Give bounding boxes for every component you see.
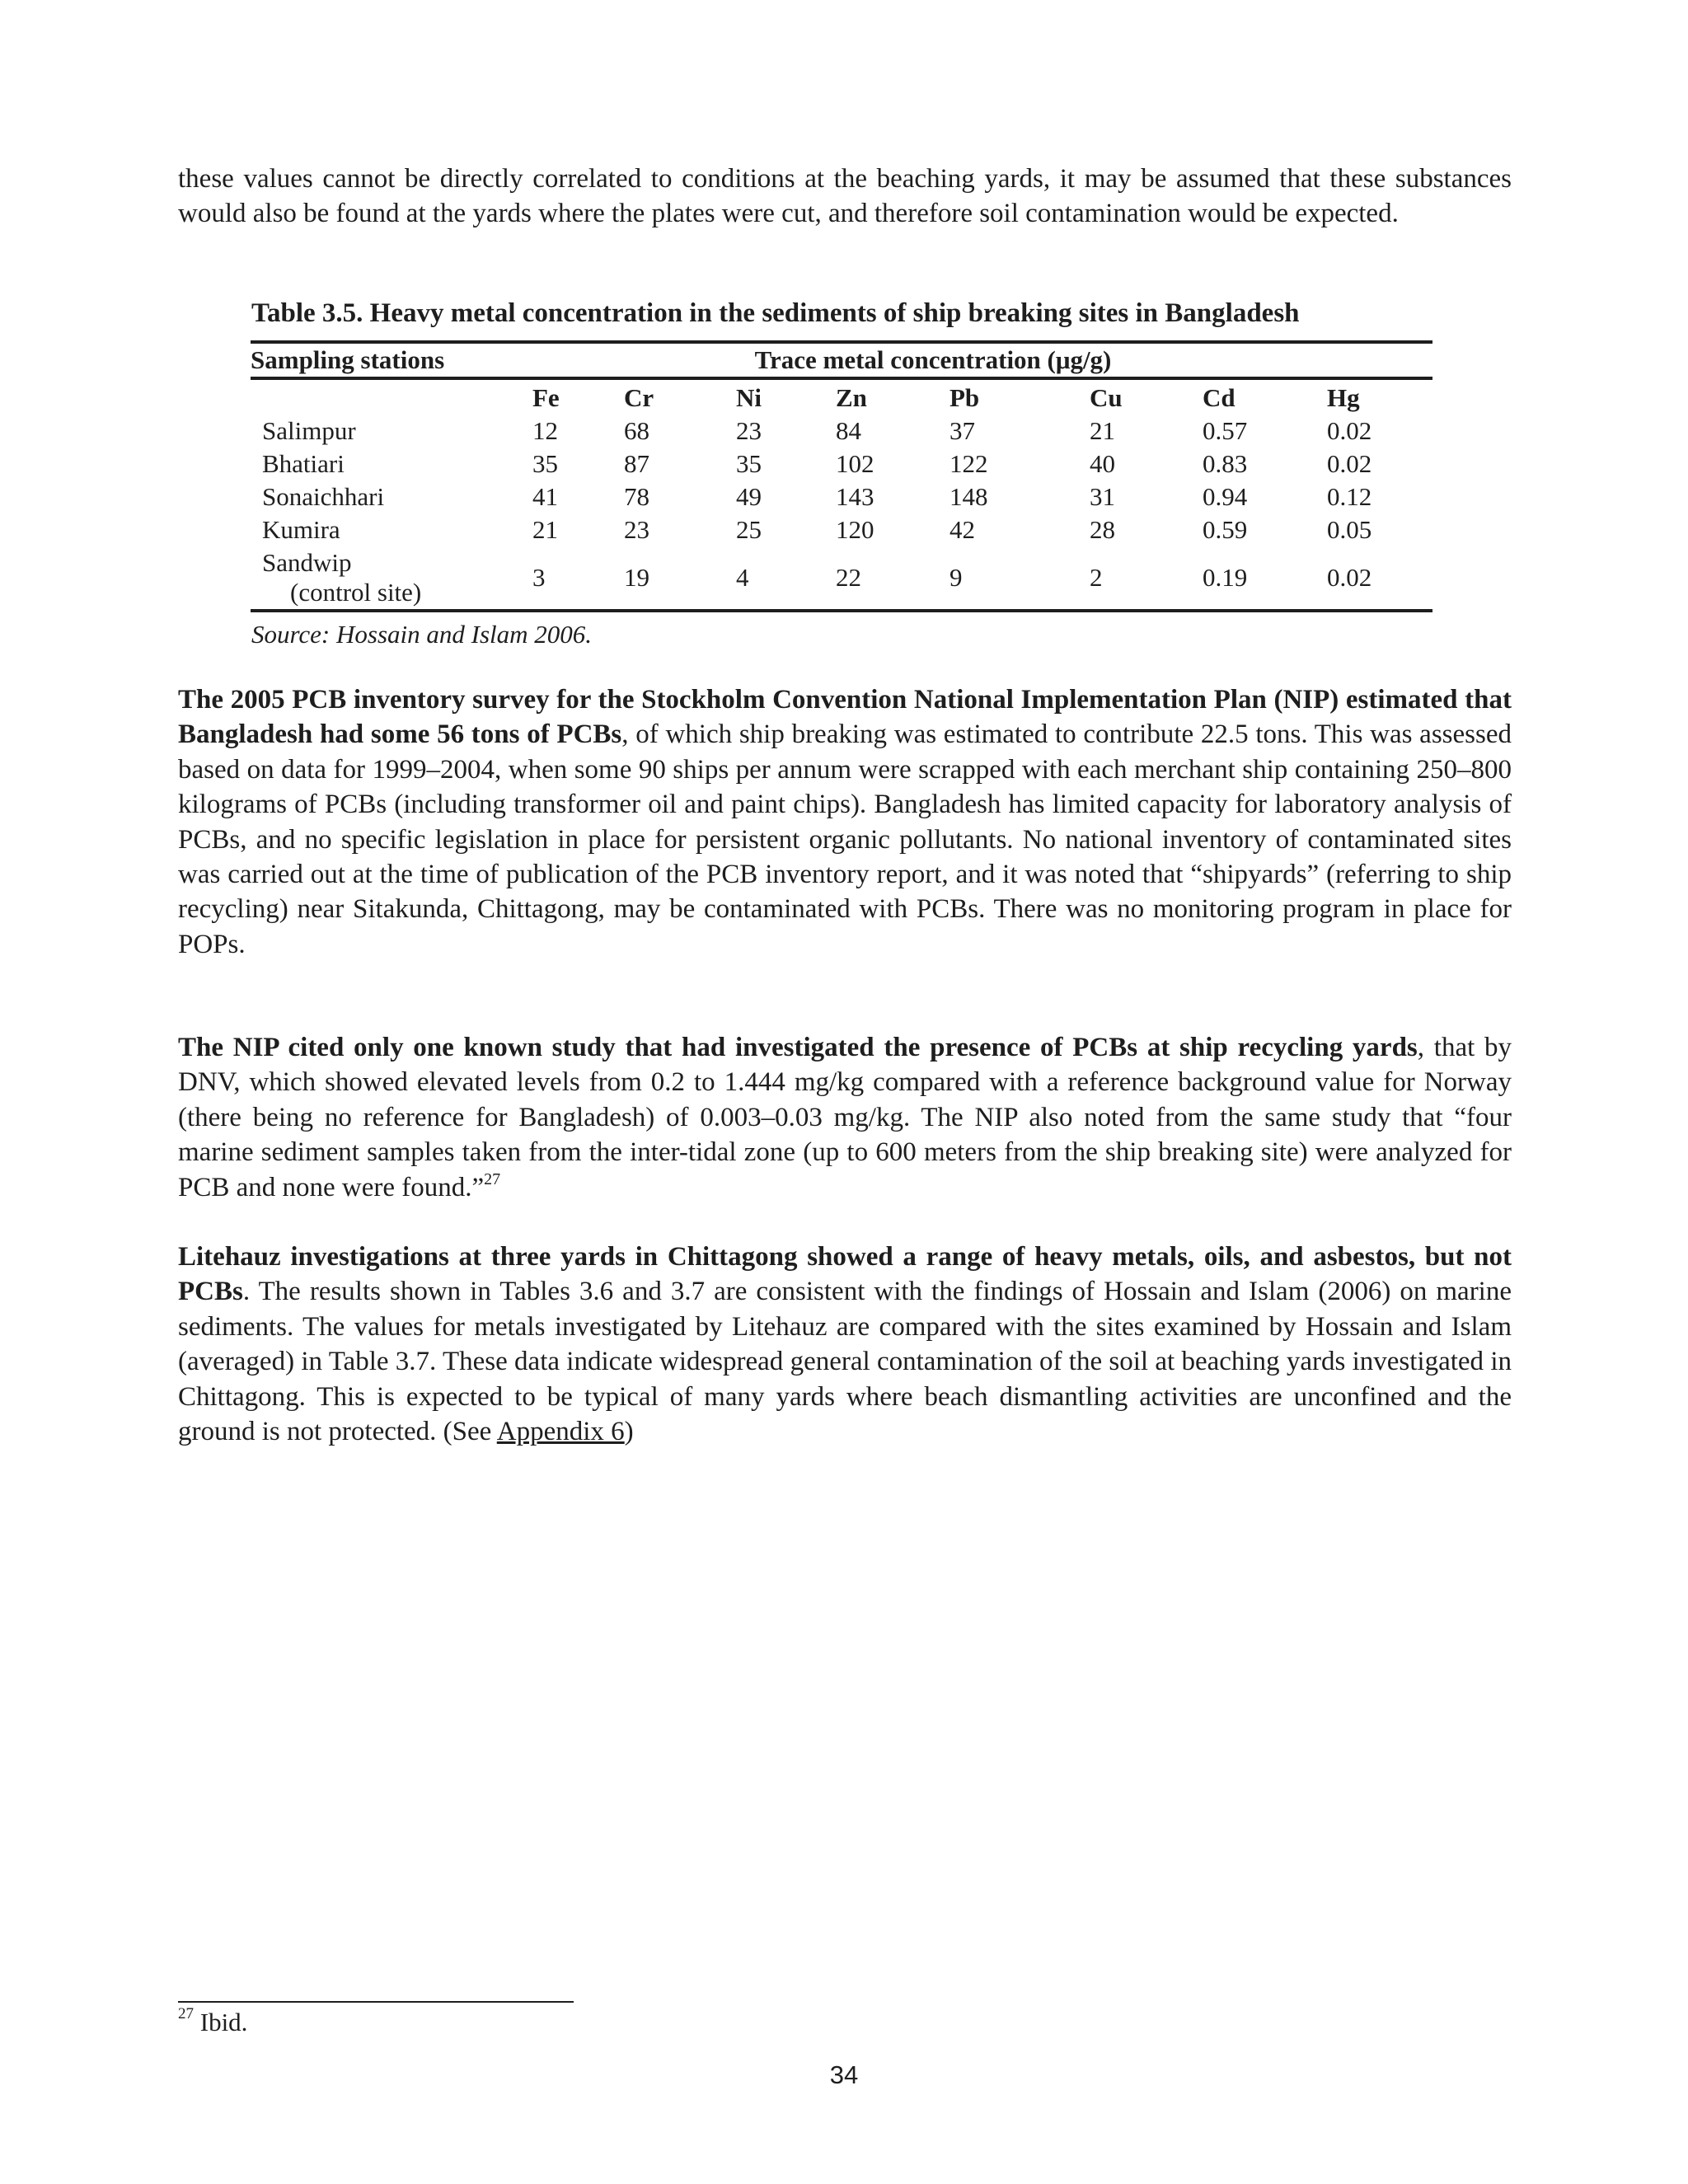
table-cell: 0.19 bbox=[1203, 563, 1248, 592]
table-cell: 143 bbox=[836, 482, 874, 511]
table-row bbox=[251, 480, 1432, 513]
column-header: Ni bbox=[736, 383, 762, 412]
station-name: Bhatiari bbox=[262, 449, 345, 478]
footnote-number: 27 bbox=[178, 2004, 194, 2022]
station-name: Salimpur bbox=[262, 416, 356, 445]
footnote-divider bbox=[178, 2001, 574, 2003]
header-empty bbox=[251, 378, 532, 415]
table-cell: 120 bbox=[836, 515, 874, 544]
column-header: Hg bbox=[1327, 383, 1360, 412]
table-column-header-row bbox=[251, 378, 1432, 415]
table-cell: 31 bbox=[1090, 482, 1115, 511]
page-number: 34 bbox=[829, 2060, 859, 2089]
table-cell: 35 bbox=[736, 449, 762, 478]
litehauz-paragraph-bold: Litehauz investigations at three yards in Chittagong showed a range of heavy metals, oils, and asbestos, but not PCBs bbox=[178, 1242, 1512, 1307]
column-header: Cr bbox=[624, 383, 654, 412]
metal-concentration-table bbox=[251, 340, 1432, 612]
header-trace-metal: Trace metal concentration (μg/g) bbox=[532, 342, 1432, 378]
intro-paragraph: these values cannot be directly correlated to conditions at the beaching yards, it may be assumed that these substances would also be found at the yards where the plates were cut, and therefore soil contamination would be expected. bbox=[178, 164, 1512, 229]
table-cell: 0.59 bbox=[1203, 515, 1248, 544]
table-cell: 78 bbox=[624, 482, 649, 511]
table-cell: 21 bbox=[532, 515, 558, 544]
table-cell: 0.12 bbox=[1327, 482, 1372, 511]
pcb-paragraph-block bbox=[178, 682, 1512, 962]
intro-paragraph-block bbox=[178, 162, 1512, 232]
table-cell: 87 bbox=[624, 449, 649, 478]
table-cell: 9 bbox=[950, 563, 963, 592]
nip-paragraph-block bbox=[178, 1030, 1512, 1205]
table-cell: 12 bbox=[532, 416, 558, 445]
station-name: Kumira bbox=[262, 515, 340, 544]
table-cell: 0.02 bbox=[1327, 416, 1372, 445]
pcb-paragraph-bold: The 2005 PCB inventory survey for the Stockholm Convention National Implementation Plan (NIP) estimated that Bangladesh had some 56 tons of PCBs bbox=[178, 685, 1512, 750]
table-cell: 0.02 bbox=[1327, 449, 1372, 478]
footnote-text: Ibid. bbox=[194, 2008, 248, 2036]
table-cell: 102 bbox=[836, 449, 874, 478]
station-note: (control site) bbox=[290, 578, 422, 607]
nip-paragraph bbox=[178, 1030, 1512, 1205]
litehauz-paragraph bbox=[178, 1240, 1512, 1449]
table-cell: 41 bbox=[532, 482, 558, 511]
table-cell: 0.02 bbox=[1327, 563, 1372, 592]
column-header: Cd bbox=[1203, 383, 1236, 412]
table-cell: 37 bbox=[950, 416, 975, 445]
table-cell: 2 bbox=[1090, 563, 1103, 592]
station-name: Sonaichhari bbox=[262, 482, 385, 511]
table-cell: 84 bbox=[836, 416, 861, 445]
nip-paragraph-bold: The NIP cited only one known study that had investigated the presence of PCBs at ship recycling yards bbox=[178, 1033, 1418, 1062]
table-row bbox=[251, 415, 1432, 448]
litehauz-paragraph-text: . The results shown in Tables 3.6 and 3.7 are consistent with the findings of Hossain and Islam (2006) on marine sediments. The values for metals investigated by Litehauz are compared with the sites examined by Hossain and Islam (averaged) in Table 3.7. These data indicate widespread general contamination of the soil at beaching yards investigated in Chittagong. This is expected to be typical of many yards where beach dismantling activities are unconfined and the ground is not protected. (See bbox=[178, 1277, 1512, 1447]
table-cell: 0.57 bbox=[1203, 416, 1248, 445]
table-cell: 3 bbox=[532, 563, 546, 592]
station-name-block bbox=[251, 546, 532, 611]
appendix-6-link[interactable]: Appendix 6 bbox=[496, 1417, 625, 1447]
station-name: Sandwip bbox=[262, 548, 352, 577]
table-cell: 23 bbox=[736, 416, 762, 445]
pcb-paragraph-text: , of which ship breaking was estimated to contribute 22.5 tons. This was assessed based on data for 1999–2004, when some 90 ships per annum were scrapped with each merchant ship containing 250–800 kilograms of PCBs (including transformer oil and paint chips). Bangladesh has limited capacity for laboratory analysis of PCBs, and no specific legislation in place for persistent organic pollutants. No national inventory of contaminated sites was carried out at the time of publication of the PCB inventory report, and it was noted that “shipyards” (referring to ship recycling) near Sitakunda, Chittagong, may be contaminated with PCBs. There was no monitoring program in place for POPs. bbox=[178, 719, 1512, 959]
nip-paragraph-text: , that by DNV, which showed elevated levels from 0.2 to 1.444 mg/kg compared with a reference background value for Norway (there being no reference for Bangladesh) of 0.003–0.03 mg/kg. The NIP also noted from the same study that “four marine sediment samples taken from the inter-tidal zone (up to 600 meters from the ship breaking site) were analyzed for PCB and none were found.” bbox=[178, 1033, 1512, 1202]
table-cell: 42 bbox=[950, 515, 975, 544]
table-cell: 122 bbox=[950, 449, 988, 478]
table-row bbox=[251, 448, 1432, 480]
litehauz-paragraph-block bbox=[178, 1240, 1512, 1449]
table-cell: 21 bbox=[1090, 416, 1115, 445]
column-header: Pb bbox=[950, 383, 980, 412]
pcb-paragraph bbox=[178, 682, 1512, 962]
table-source: Source: Hossain and Islam 2006. bbox=[251, 620, 593, 649]
column-header: Zn bbox=[836, 383, 867, 412]
table-cell: 22 bbox=[836, 563, 861, 592]
table-cell: 68 bbox=[624, 416, 649, 445]
table-cell: 0.83 bbox=[1203, 449, 1248, 478]
table-cell: 0.94 bbox=[1203, 482, 1248, 511]
table-cell: 28 bbox=[1090, 515, 1115, 544]
header-sampling-stations: Sampling stations bbox=[251, 342, 532, 378]
table-header-row bbox=[251, 342, 1432, 378]
column-header: Fe bbox=[532, 383, 560, 412]
table-caption: Table 3.5. Heavy metal concentration in the sediments of ship breaking sites in Bangladesh bbox=[251, 298, 1300, 328]
litehauz-paragraph-close: ) bbox=[624, 1417, 634, 1447]
column-header: Cu bbox=[1090, 383, 1123, 412]
table-cell: 19 bbox=[624, 563, 649, 592]
table-cell: 4 bbox=[736, 563, 749, 592]
footnote-reference[interactable]: 27 bbox=[484, 1169, 501, 1188]
table-cell: 0.05 bbox=[1327, 515, 1372, 544]
table-cell: 49 bbox=[736, 482, 762, 511]
table-cell: 40 bbox=[1090, 449, 1115, 478]
table-cell: 35 bbox=[532, 449, 558, 478]
footnote bbox=[178, 2004, 248, 2037]
table-cell: 23 bbox=[624, 515, 649, 544]
table-cell: 148 bbox=[950, 482, 988, 511]
table-row bbox=[251, 546, 1432, 611]
table-cell: 25 bbox=[736, 515, 762, 544]
table-row bbox=[251, 513, 1432, 546]
